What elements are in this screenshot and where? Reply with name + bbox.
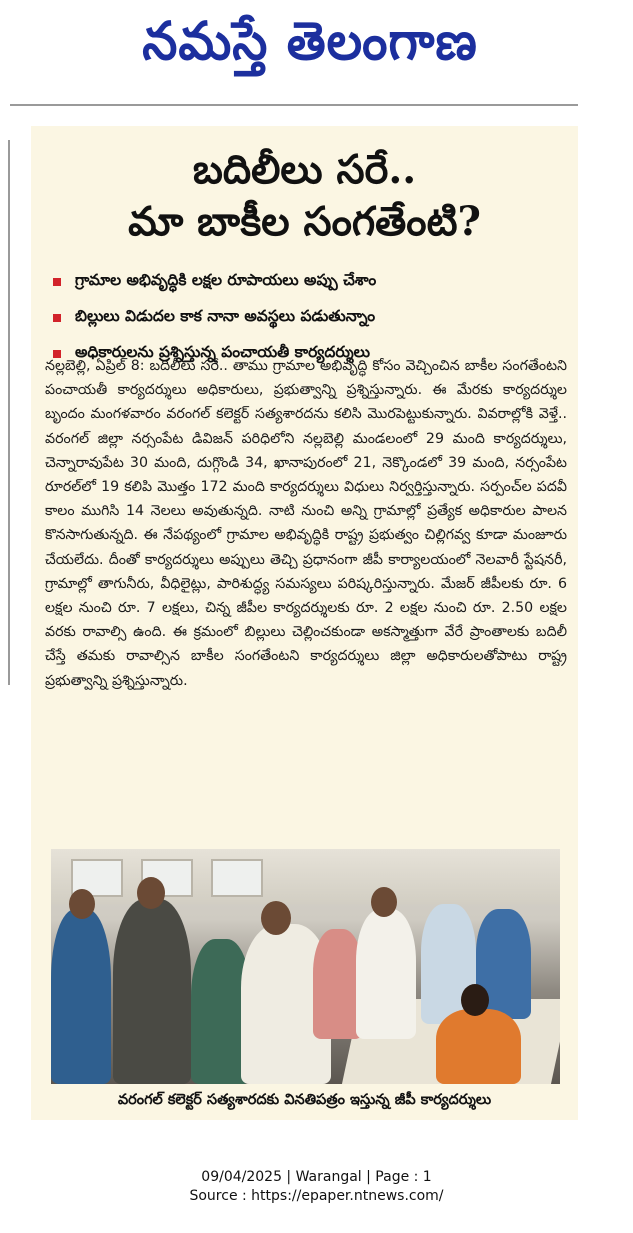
bullet-text: అధికారులను ప్రశ్నిస్తున్న పంచాయతీ కార్యదర్శులు <box>75 343 371 361</box>
article-body: నల్లబెల్లి, ఏప్రిల్ 8: బదిలీలు సరే.. తాము గ్రామాల అభివృద్ధి కోసం వెచ్చించిన బాకీల సంగతేంటని పంచాయతీ కార్యదర్శులు అధికారులు, ప్రభుత్వాన్ని ప్రశ్నిస్తున్నారు. ఈ మేరకు కార్యదర్శుల బృందం మంగళవారం వరంగల్ కలెక్టర్ సత్యశారదను కలిసి మొరపెట్టుకున్నారు. వివరాల్లోకి వెళ్తే.. వరంగల్ జిల్లా నర్సంపేట డివిజన్ పరిధిలోని నల్లబెల్లి మండలంలో 29 మంది కార్యదర్శులు, చెన్నారావుపేట 30 మంది, దుగ్గొండి 34, ఖానాపురంలో 21, నెక్కొండలో 39 మంది, నర్సంపేట రూరల్‌లో 19 కలిపి మొత్తం 172 మంది కార్యదర్శులు విధులు నిర్వర్తిస్తున్నారు. సర్పంచ్‌ల పదవీ కాలం ముగిసి 14 నెలలు అవుతున్నది. నాటి నుంచి అన్ని గ్రామాల్లో ప్రత్యేక అధికారుల పాలన కొనసాగుతున్నది. ఈ నేపథ్యంలో గ్రామాల అభివృద్ధికి రాష్ట్ర ప్రభుత్వం చిల్లిగవ్వ కూడా మంజూరు చేయలేదు. దీంతో కార్యదర్శులు అప్పులు తెచ్చి ప్రధానంగా జీపీ కార్యాలయంలో నెలవారీ స్టేషనరీ, గ్రామాల్లో తాగునీరు, వీధిలైట్లు, పారిశుద్ధ్య సమస్యలు పరిష్కరిస్తున్నారు. మేజర్ జీపీలకు రూ. 6 లక్షల నుంచి రూ. 7 లక్షలు, చిన్న జీపీల కార్యదర్శులకు రూ. 2 లక్షల నుంచి రూ. 2.50 లక్షల వరకు రావాల్సి ఉంది. ఈ క్రమంలో బిల్లులు చెల్లించకుండా అకస్మాత్తుగా వేరే ప్రాంతాలకు బదిలీ చేస్తే తమకు రావాల్సిన బాకీల సంగతేంటని కార్యదర్శులు జిల్లా అధికారులతోపాటు రాష్ట్ర ప్రభుత్వాన్ని ప్రశ్నిస్తున్నారు. <box>45 358 567 689</box>
photo-ceiling <box>51 849 560 904</box>
newspaper-masthead <box>100 2 520 80</box>
headline-line-2: మా బాకీల సంగతేంటి? <box>128 198 481 245</box>
bullet-text: బిల్లులు విడుదల కాక నానా అవస్థలు పడుతున్నాం <box>75 307 376 325</box>
photo-person <box>356 909 416 1039</box>
bullet-square-icon <box>53 314 61 322</box>
photo-head <box>261 901 291 935</box>
footer-date-edition: 09/04/2025 | Warangal | Page : 1 <box>201 1169 432 1185</box>
photo-person <box>113 899 191 1084</box>
photo-person <box>51 909 111 1084</box>
photo-head <box>137 877 165 909</box>
photo-window <box>211 859 263 897</box>
page-footer <box>0 1168 633 1206</box>
masthead-title: నమస్తే తెలంగాణ <box>142 10 478 72</box>
bullet-text: గ్రామాల అభివృద్ధికి లక్షల రూపాయలు అప్పు చేశాం <box>75 271 377 289</box>
bullet-item <box>53 300 568 336</box>
photo-person <box>436 1009 521 1084</box>
article-clipping <box>31 126 578 1120</box>
news-photo <box>51 849 560 1084</box>
left-divider <box>8 140 10 685</box>
headline-line-1: బదిలీలు సరే.. <box>192 146 417 193</box>
bullet-item <box>53 264 568 300</box>
photo-head <box>371 887 397 917</box>
photo-head <box>69 889 95 919</box>
footer-source: Source : https://epaper.ntnews.com/ <box>189 1188 444 1204</box>
article-headline <box>31 144 578 248</box>
photo-caption: వరంగల్ కలెక్టర్ సత్యశారదకు వినతిపత్రం ఇస్తున్న జీపీ కార్యదర్శులు <box>117 1092 492 1108</box>
bullet-square-icon <box>53 278 61 286</box>
top-divider <box>10 104 578 106</box>
photo-head <box>461 984 489 1016</box>
